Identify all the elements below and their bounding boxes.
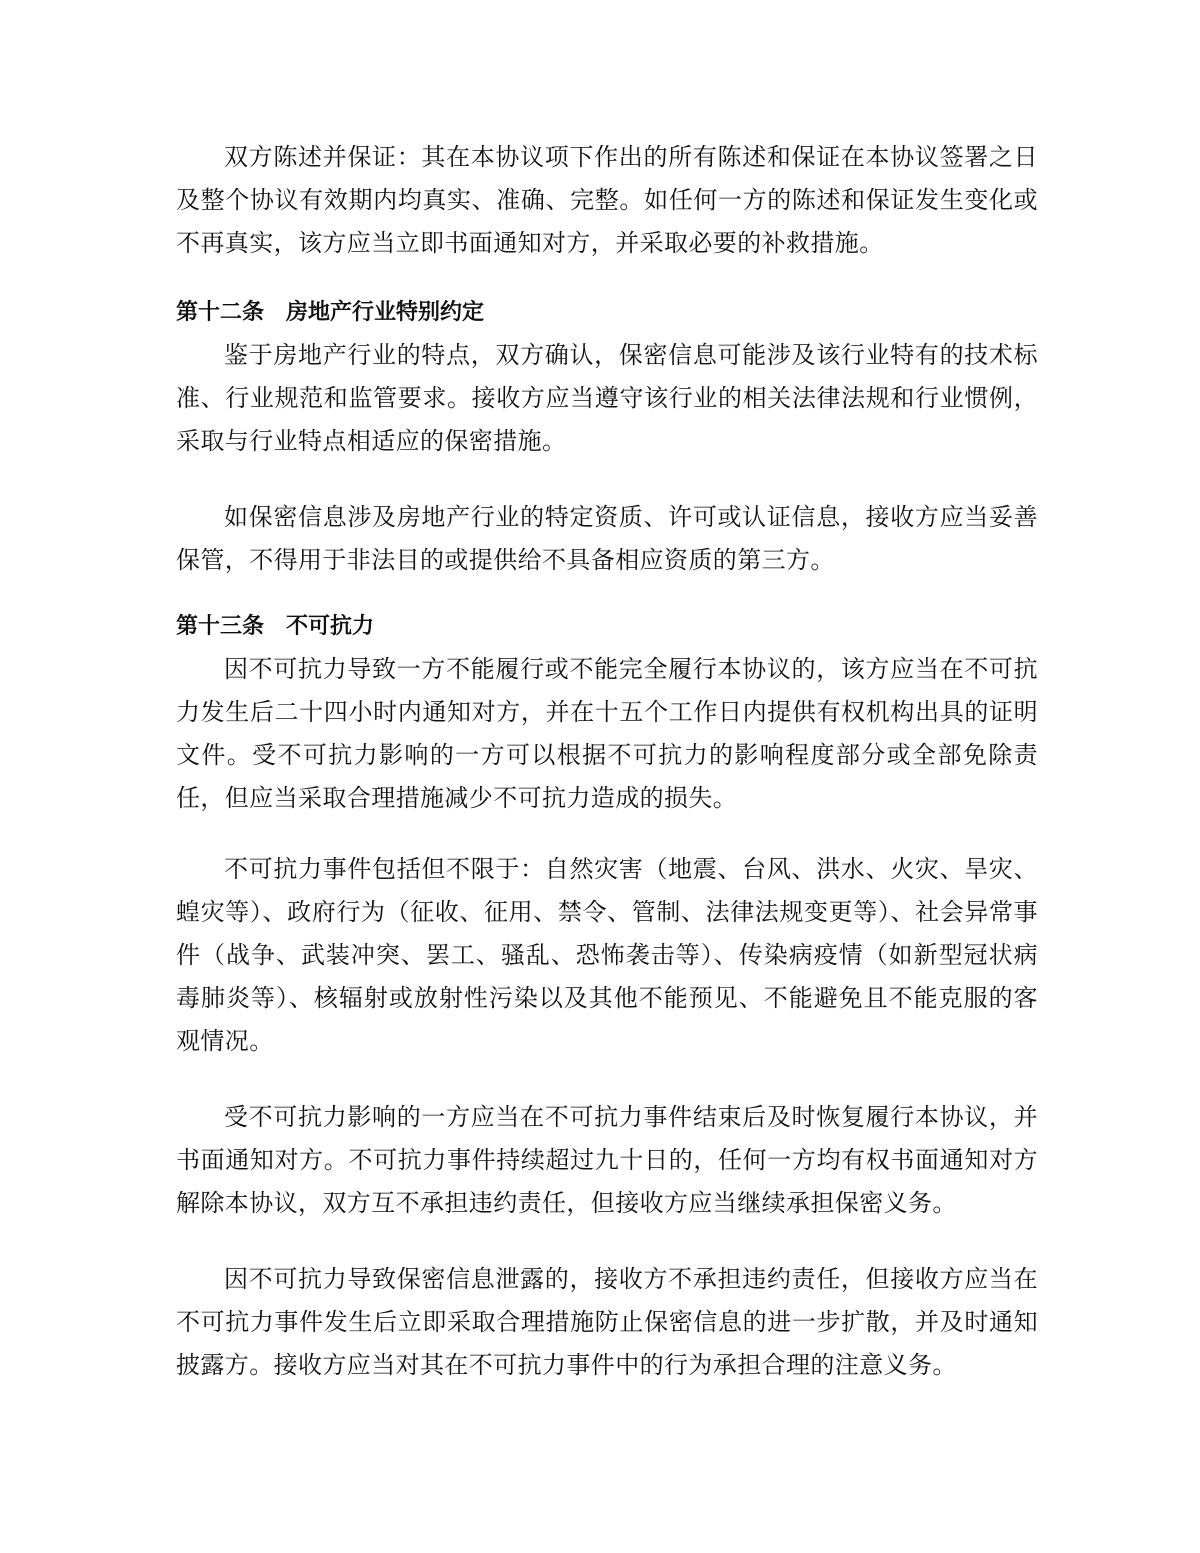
paragraph-text: 双方陈述并保证：其在本协议项下作出的所有陈述和保证在本协议签署之日及整个协议有效期内均真实、准确、完整。如任何一方的陈述和保证发生变化或不再真实，该方应当立即书面通知对方，并采取必要的补救措施。 [176, 143, 1038, 257]
heading-article-12 [176, 298, 1038, 328]
heading-article-13 [176, 612, 1038, 642]
paragraph-text: 因不可抗力导致一方不能履行或不能完全履行本协议的，该方应当在不可抗力发生后二十四小时内通知对方，并在十五个工作日内提供有权机构出具的证明文件。受不可抗力影响的一方可以根据不可抗力的影响程度部分或全部免除责任，但应当采取合理措施减少不可抗力造成的损失。 [176, 655, 1038, 812]
paragraph-force-majeure-disclosure [176, 1258, 1038, 1387]
paragraph-representations [176, 136, 1038, 265]
paragraph-text: 不可抗力事件包括但不限于：自然灾害（地震、台风、洪水、火灾、旱灾、蝗灾等）、政府行为（征收、征用、禁令、管制、法律法规变更等）、社会异常事件（战争、武装冲突、罢工、骚乱、恐怖袭击等）、传染病疫情（如新型冠状病毒肺炎等）、核辐射或放射性污染以及其他不能预见、不能避免且不能克服的客观情况。 [176, 855, 1038, 1055]
section-heading: 第十三条 不可抗力 [176, 614, 375, 639]
paragraph-force-majeure-notice [176, 648, 1038, 820]
paragraph-force-majeure-events [176, 848, 1038, 1063]
section-heading: 第十二条 房地产行业特别约定 [176, 300, 485, 325]
paragraph-text: 受不可抗力影响的一方应当在不可抗力事件结束后及时恢复履行本协议，并书面通知对方。不可抗力事件持续超过九十日的，任何一方均有权书面通知对方解除本协议，双方互不承担违约责任，但接收方应当继续承担保密义务。 [176, 1103, 1038, 1217]
paragraph-text: 因不可抗力导致保密信息泄露的，接收方不承担违约责任，但接收方应当在不可抗力事件发生后立即采取合理措施防止保密信息的进一步扩散，并及时通知披露方。接收方应当对其在不可抗力事件中的行为承担合理的注意义务。 [176, 1265, 1038, 1379]
paragraph-force-majeure-termination [176, 1096, 1038, 1225]
paragraph-text: 如保密信息涉及房地产行业的特定资质、许可或认证信息，接收方应当妥善保管，不得用于非法目的或提供给不具备相应资质的第三方。 [176, 503, 1038, 574]
paragraph-industry-standards [176, 334, 1038, 463]
paragraph-qualifications [176, 496, 1038, 582]
paragraph-text: 鉴于房地产行业的特点，双方确认，保密信息可能涉及该行业特有的技术标准、行业规范和监管要求。接收方应当遵守该行业的相关法律法规和行业惯例，采取与行业特点相适应的保密措施。 [176, 341, 1038, 455]
